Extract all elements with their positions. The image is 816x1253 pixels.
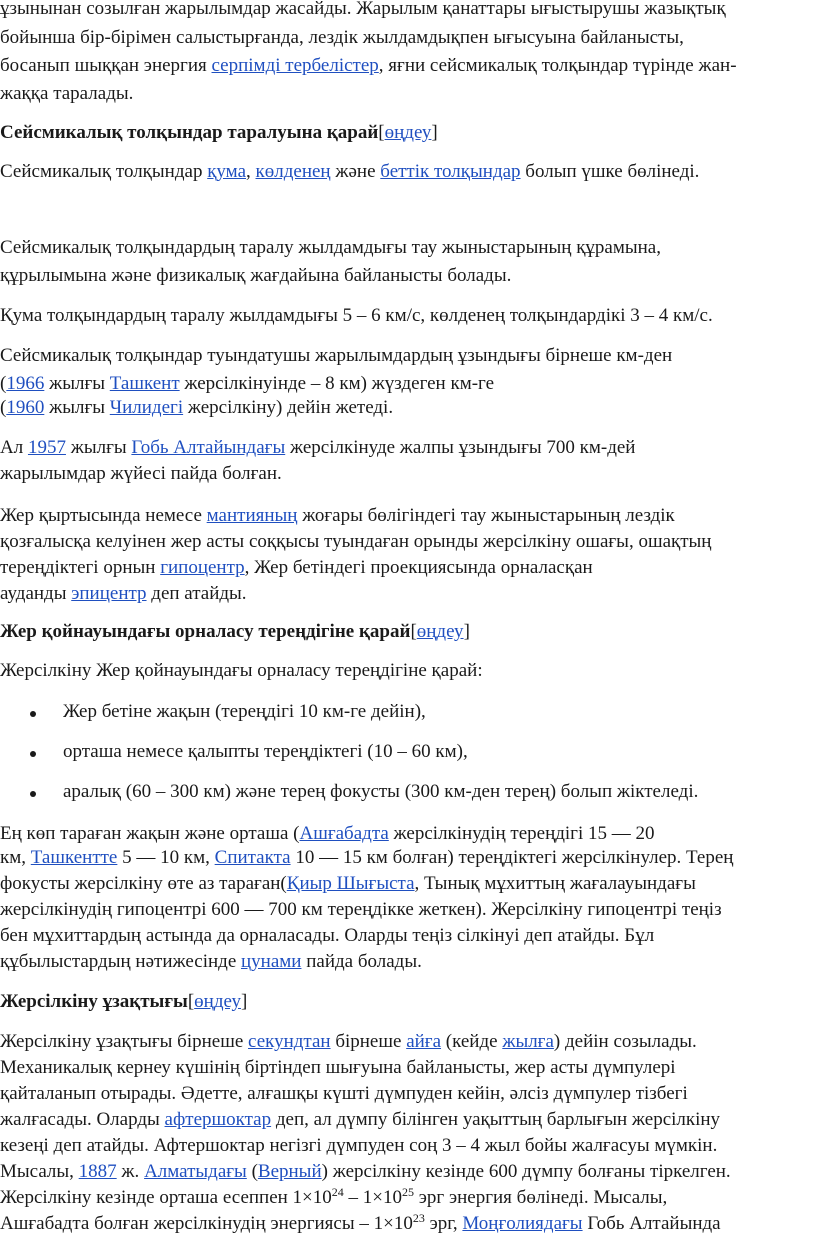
paragraph-depth-line-1	[0, 822, 655, 846]
link-mantle[interactable]: мантияның	[206, 505, 298, 526]
text: Ең көп тараған жақын және орташа (	[0, 823, 300, 844]
text: жерсілкінудің тереңдігі 15 — 20	[388, 823, 655, 844]
text: Сейсмикалық толқындардың таралу жылдамдығы тау жыныстарының құрамына,	[0, 237, 661, 258]
text: Мысалы,	[0, 1161, 79, 1182]
link-p-waves[interactable]: қума	[207, 161, 247, 182]
text: бірнеше	[330, 1031, 407, 1052]
text: эрг,	[424, 1213, 463, 1234]
text: болып үшке бөлінеді.	[520, 161, 700, 182]
paragraph-duration-line-3	[0, 1082, 688, 1106]
link-seconds[interactable]: секундтан	[248, 1031, 331, 1052]
paragraph-hypocenter-line-2	[0, 530, 711, 554]
text: бен мұхиттардың астында да орналасады. Оларды теңіз сілкінуі деп атайды. Бұл	[0, 925, 655, 946]
paragraph-duration-line-8	[0, 1212, 721, 1236]
section-heading-wave-propagation: Сейсмикалық толқындар таралуына қарай[өңдеу]	[0, 122, 438, 143]
paragraph-depth-intro	[0, 659, 483, 683]
link-chile[interactable]: Чилидегі	[109, 397, 184, 418]
section-heading-depth: Жер қойнауындағы орналасу тереңдігіне қарай[өңдеу]	[0, 621, 470, 642]
text: деп атайды.	[146, 583, 247, 604]
text: , яғни сейсмикалық толқындар түрінде жан-	[378, 55, 737, 76]
paragraph-depth-line-5	[0, 924, 654, 948]
exponent: 25	[402, 1185, 414, 1199]
text: , Жер бетіндегі проекциясында орналасқан	[244, 557, 593, 578]
text: 10 — 15 км болған) тереңдіктегі жерсілкінулер. Терең	[290, 847, 734, 868]
text: Жерсілкіну кезінде орташа есеппен 1×10	[0, 1187, 332, 1208]
intro-line-4	[0, 82, 133, 106]
paragraph-depth-line-6	[0, 950, 422, 974]
paragraph-hypocenter-line-4	[0, 582, 247, 606]
link-year-1957[interactable]: 1957	[27, 437, 66, 458]
link-month[interactable]: айға	[406, 1031, 442, 1052]
link-surface-waves[interactable]: беттік толқындар	[380, 161, 521, 182]
paragraph-speed-line-1	[0, 236, 661, 260]
list-item	[63, 700, 426, 724]
link-epicenter[interactable]: эпицентр	[71, 583, 147, 604]
link-s-waves[interactable]: көлденең	[255, 161, 331, 182]
text: эрг энергия бөлінеді. Мысалы,	[414, 1187, 668, 1208]
text: Ал	[0, 437, 28, 458]
text: ұзынынан созылған жарылымдар жасайды. Жарылым қанаттары ығыстырушы жазықтық	[0, 0, 726, 19]
text: Механикалық кернеу күшінің біртіндеп шығуына байланысты, жер асты дүмпулері	[0, 1057, 676, 1078]
paragraph-duration-line-6	[0, 1160, 731, 1184]
text: ауданды	[0, 583, 72, 604]
paragraph-duration-line-1	[0, 1030, 697, 1054]
text: жылғы	[44, 373, 110, 394]
text: Қума толқындардың таралу жылдамдығы 5 – 6 км/с, көлденең толқындардікі 3 – 4 км/с.	[0, 305, 713, 326]
intro-line-1	[0, 0, 726, 21]
exponent: 24	[331, 1185, 344, 1199]
text: (кейде	[441, 1031, 503, 1052]
paragraph-gobi-line-2	[0, 462, 282, 486]
list-item	[63, 780, 698, 804]
text: Гобь Алтайында	[582, 1213, 721, 1234]
text: деп, ал дүмпу білінген уақыттың барлығын жерсілкіну	[271, 1109, 721, 1130]
link-tashkent[interactable]: Ташкент	[109, 373, 180, 394]
bullet-icon	[30, 711, 36, 717]
paragraph-depth-line-3	[0, 872, 696, 896]
paragraph-hypocenter-line-1	[0, 504, 675, 528]
text: Жер қыртысында немесе	[0, 505, 207, 526]
text: ,	[246, 161, 256, 182]
text: пайда болады.	[301, 951, 422, 972]
text: Жерсілкіну ұзақтығы бірнеше	[0, 1031, 249, 1052]
intro-line-3	[0, 54, 737, 78]
text: құрылымына және физикалық жағдайына байланысты болады.	[0, 265, 512, 286]
text: жалғасады. Оларды	[0, 1109, 165, 1130]
text: (	[246, 1161, 258, 1182]
edit-link[interactable]: өңдеу	[194, 991, 241, 1012]
text: Сейсмикалық толқындар туындатушы жарылымдардың ұзындығы бірнеше км-ден	[0, 345, 673, 366]
exponent: 23	[412, 1211, 425, 1225]
text: жерсілкінуде жалпы ұзындығы 700 км-дей	[285, 437, 636, 458]
heading-text: Жерсілкіну ұзақтығы	[0, 991, 188, 1012]
bullet-icon	[30, 751, 36, 757]
edit-link[interactable]: өңдеу	[384, 122, 432, 143]
text: және	[330, 161, 381, 182]
text: ) дейін созылады.	[553, 1031, 697, 1052]
link-year-1966[interactable]: 1966	[6, 373, 45, 394]
link-year-1887[interactable]: 1887	[78, 1161, 117, 1182]
text: жерсілкіну) дейін жетеді.	[183, 397, 394, 418]
text: 5 — 10 км,	[117, 847, 215, 868]
link-almaty[interactable]: Алматыдағы	[144, 1161, 247, 1182]
link-aftershocks[interactable]: афтершоктар	[164, 1109, 272, 1130]
section-heading-duration: Жерсілкіну ұзақтығы[өңдеу]	[0, 991, 248, 1012]
text: қозғалысқа келуінен жер асты соққысы туындаған орынды жерсілкіну ошағы, ошақтың	[0, 531, 712, 552]
text: босанып шыққан энергия	[0, 55, 212, 76]
link-far-east[interactable]: Қиыр Шығыста	[286, 873, 415, 894]
paragraph-gobi-line-1	[0, 436, 635, 460]
text: Ашғабадта болған жерсілкінудің энергиясы – 1×10	[0, 1213, 413, 1234]
text: ж.	[116, 1161, 145, 1182]
text: жылғы	[44, 397, 110, 418]
paragraph-duration-line-2	[0, 1056, 676, 1080]
link-spitak[interactable]: Спитакта	[214, 847, 291, 868]
paragraph-wave-types	[0, 160, 699, 184]
text: жерсілкінуінде – 8 км) жүздеген км-ге	[179, 373, 495, 394]
link-year-1960[interactable]: 1960	[6, 397, 45, 418]
text: құбылыстардың нәтижесінде	[0, 951, 241, 972]
list-item	[63, 740, 468, 764]
paragraph-hypocenter-line-3	[0, 556, 593, 580]
text: Жер бетіне жақын (тереңдігі 10 км-ге дейін),	[63, 701, 426, 722]
paragraph-duration-line-4	[0, 1108, 720, 1132]
heading-text: Жер қойнауындағы орналасу тереңдігіне қарай	[0, 621, 411, 642]
text: жарылымдар жүйесі пайда болған.	[0, 463, 282, 484]
paragraph-duration-line-5	[0, 1134, 717, 1158]
bullet-icon	[30, 791, 36, 797]
link-elastic-oscillations[interactable]: серпімді тербелістер	[211, 55, 379, 76]
link-verny[interactable]: Верный	[257, 1161, 322, 1182]
edit-link[interactable]: өңдеу	[416, 621, 464, 642]
paragraph-rupture-length-line-2: (1966 жылғы Ташкент жерсілкінуінде – 8 км) жүздеген км-ге	[0, 373, 495, 394]
paragraph-rupture-length-line-3: (1960 жылғы Чилидегі жерсілкіну) дейін жетеді.	[0, 397, 394, 418]
text: жерсілкінудің гипоцентрі 600 — 700 км тереңдікке жеткен). Жерсілкіну гипоцентрі теңіз	[0, 899, 722, 920]
link-ashgabat[interactable]: Ашғабадта	[299, 823, 389, 844]
text: кезеңі деп атайды. Афтершоктар негізгі дүмпуден соң 3 – 4 жыл бойы жалғасуы мүмкін.	[0, 1135, 718, 1156]
paragraph-rupture-length-line-1	[0, 344, 672, 368]
heading-text: Сейсмикалық толқындар таралуына қарай	[0, 122, 379, 143]
link-hypocenter[interactable]: гипоцентр	[160, 557, 245, 578]
link-tsunami[interactable]: цунами	[241, 951, 302, 972]
text: Сейсмикалық толқындар	[0, 161, 208, 182]
link-year[interactable]: жылға	[502, 1031, 554, 1052]
text: ) жерсілкіну кезінде 600 дүмпу болғаны тіркелген.	[321, 1161, 731, 1182]
paragraph-p-wave-speed	[0, 304, 713, 328]
text: тереңдіктегі орнын	[0, 557, 161, 578]
paragraph-depth-line-4	[0, 898, 722, 922]
text: бойынша бір-бірімен салыстырғанда, лездік жылдамдықпен ығысуына байланысты,	[0, 27, 684, 48]
paragraph-depth-line-2	[0, 846, 733, 870]
link-gobi-altai[interactable]: Гобь Алтайындағы	[131, 437, 286, 458]
text: – 1×10	[343, 1187, 402, 1208]
link-mongolia[interactable]: Моңғолиядағы	[462, 1213, 583, 1234]
text: , Тынық мұхиттың жағалауындағы	[414, 873, 696, 894]
text: жаққа таралады.	[0, 83, 134, 104]
intro-line-2	[0, 26, 684, 50]
text: жылғы	[65, 437, 132, 458]
text: орташа немесе қалыпты тереңдіктегі (10 – 60 км),	[63, 741, 468, 762]
text: қайталанып отырады. Әдетте, алғашқы күшті дүмпуден кейін, әлсіз дүмпулер тізбегі	[0, 1083, 688, 1104]
paragraph-speed-line-2	[0, 264, 511, 288]
text: жоғары бөлігіндегі тау жыныстарының лездік	[297, 505, 675, 526]
paragraph-duration-line-7	[0, 1186, 667, 1210]
text: фокусты жерсілкіну өте аз тараған(	[0, 873, 287, 894]
text: аралық (60 – 300 км) және терең фокусты (300 км-ден терең) болып жіктеледі.	[63, 781, 699, 802]
text: Жерсілкіну Жер қойнауындағы орналасу тереңдігіне қарай:	[0, 660, 483, 681]
text: км,	[0, 847, 31, 868]
link-tashkent-2[interactable]: Ташкентте	[30, 847, 118, 868]
